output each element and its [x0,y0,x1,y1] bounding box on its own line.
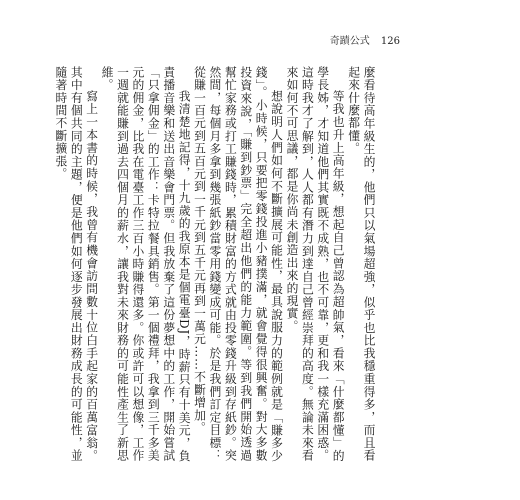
paragraph-3: 想說明人們如何不斷擴展可能性，最具說服力的範例就是「賺多少錢」。小時候，只要把零錢投進小豬撲滿，就會覺得很興奮。對大多數投資來說，「賺到鈔票」完全超出他們的能力範圍。等到我們開始透過幫忙家務或打工賺錢時，累積財富的方式就由投零錢升級到存紙鈔。突然間，每個月多拿到幾張紙鈔當零用錢變成可能。於是我們訂定目標：從賺一百元到五百元到一千元到五千元再到一萬元……不斷增加。 [192,66,284,462]
paragraph-1: 麼看待高年級生的，他們只以氣場超強，似乎也比我穩重得多，而且看起來什麼都懂。 [346,66,376,462]
running-head [330,36,400,48]
page-number: 126 [380,36,400,47]
chapter-title: 奇蹟公式 [329,36,370,47]
paragraph-5: 寫上一本書的時候，我曾有機會訪問數十位白手起家的百萬富翁。其中有個共同的主題，便是他們如何逐步發展出財務成長的可能性，並隨著時間不斷擴張。 [53,66,99,462]
body-text [52,66,376,462]
paragraph-2: 等我也升上高年級，想起自己曾認為超帥氣，看來「什麼都懂」的學長姊，才知道他們其實既不成熟，也不可靠，更和我一樣充滿困惑。這時我才了解到，人人都有潛力到達自己曾經崇拜的高度。無論未來看來如何不可思議，都是你尚未創造出來的現實。 [284,66,346,462]
paragraph-4: 我清楚地記得，十九歲的我原本是個電臺DJ，時薪只有十美元，負責播音樂和送出音樂會門票。但我放棄了這份夢想中的工作，開始嘗試「只拿佣金」的工作：卡特拉餐具銷售。第一個禮拜，我拿到三千多美元的佣金，比我在電臺工作三百小時賺得還多。你或許可以想像，工作一週就能賺到過去四個月的薪水，讓我對未來財務的可能性產生了新思維。 [100,66,192,462]
